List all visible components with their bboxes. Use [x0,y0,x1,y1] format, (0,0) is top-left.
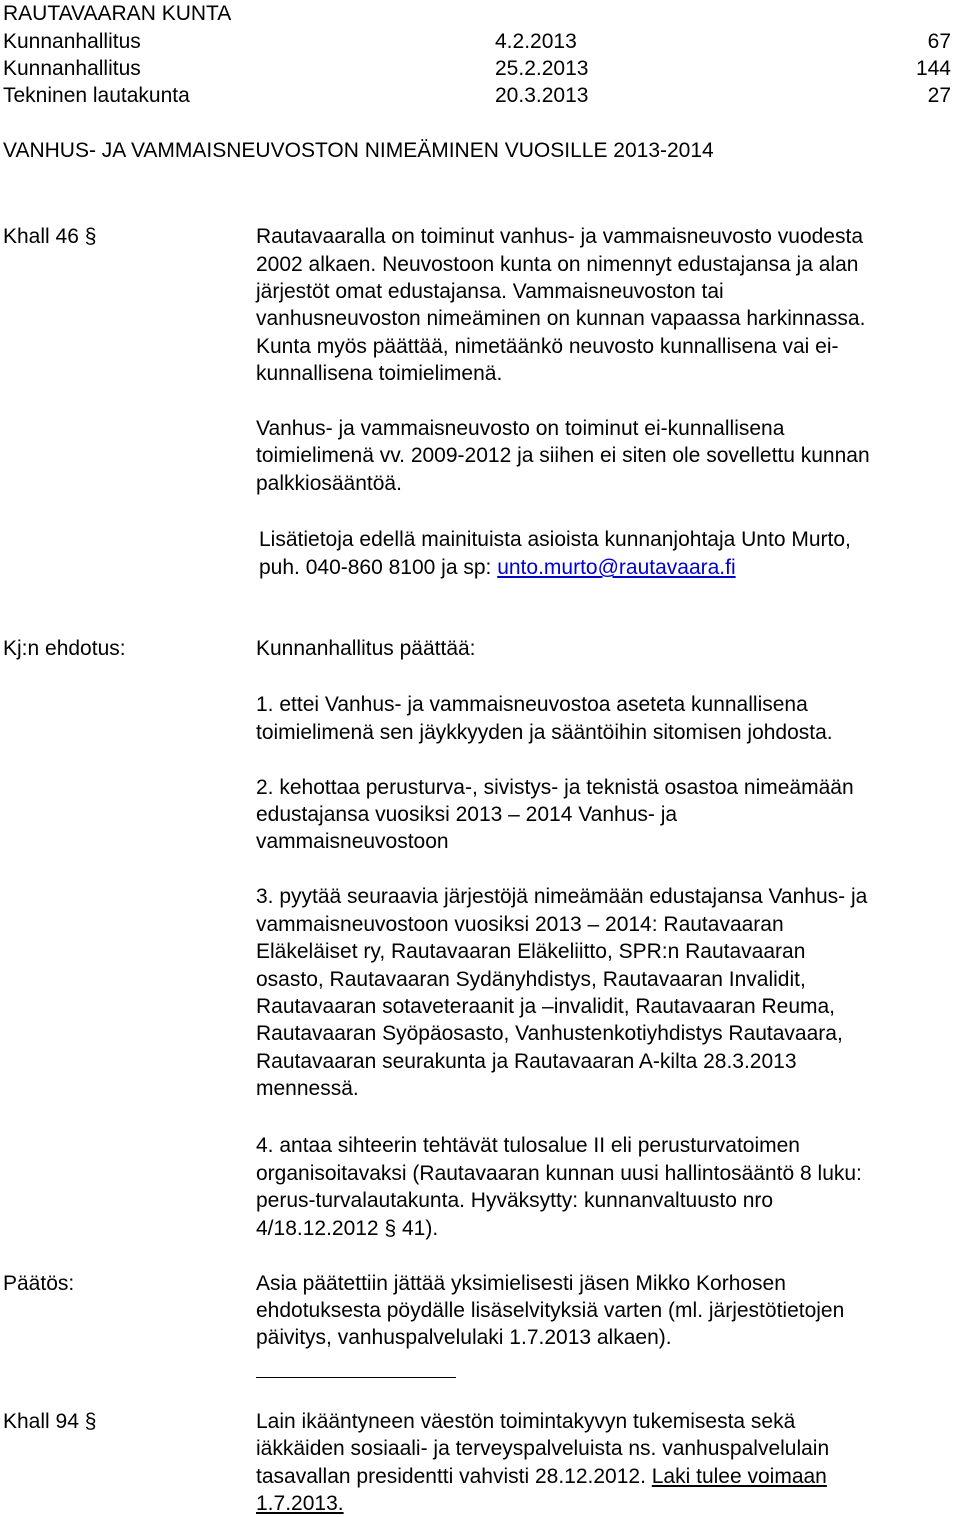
paragraph-line: iäkkäiden sosiaali- ja terveyspalveluista ns. vanhuspalvelulain [256,1437,830,1460]
org-name: RAUTAVAARAN KUNTA [3,2,232,25]
proposal-item-line: perus-turvalautakunta. Hyväksytty: kunnanvaltuusto nro [256,1189,774,1212]
proposal-item-line: organisoitavaksi (Rautavaaran kunnan uusi hallintosääntö 8 luku: [256,1162,862,1185]
meeting-section: 27 [927,84,951,107]
proposal-item-line: 4. antaa sihteerin tehtävät tulosalue II eli perusturvatoimen [256,1134,800,1157]
meeting-date: 4.2.2013 [495,30,577,53]
contact-line [259,555,736,581]
paragraph-line [256,1464,827,1490]
proposal-item-line: 3. pyytää seuraavia järjestöjä nimeämään edustajansa Vanhus- ja [256,885,868,908]
paragraph-line: toimielimenä vv. 2009-2012 ja siihen ei siten ole sovellettu kunnan [256,444,870,467]
proposal-item-line: 2. kehottaa perusturva-, sivistys- ja teknistä osastoa nimeämään [256,776,854,799]
meeting-body: Kunnanhallitus [3,30,141,53]
document-title: VANHUS- JA VAMMAISNEUVOSTON NIMEÄMINEN VUOSILLE 2013-2014 [3,139,714,162]
proposal-item-line: mennessä. [256,1077,359,1100]
proposal-item-line: vammaisneuvostoon [256,830,449,853]
paragraph-line: Lisätietoja edellä mainituista asioista kunnanjohtaja Unto Murto, [259,528,851,551]
proposal-item-line: edustajansa vuosiksi 2013 – 2014 Vanhus- ja [256,803,678,826]
law-effective-text: Laki tulee voimaan [651,1465,827,1488]
paragraph-line: Lain ikääntyneen väestön toimintakyvyn tukemisesta sekä [256,1410,796,1433]
law-text: tasavallan presidentti vahvisti 28.12.2012. [256,1465,652,1488]
section-label: Khall 46 § [3,225,97,248]
meeting-section: 67 [927,30,951,53]
proposal-item-line: Rautavaaran Syöpäosasto, Vanhustenkotiyhdistys Rautavaara, [256,1022,843,1045]
decision-line: Asia päätettiin jättää yksimielisesti jäsen Mikko Korhosen [256,1272,786,1295]
law-effective-date: 1.7.2013. [256,1492,344,1515]
proposal-item-line: Eläkeläiset ry, Rautavaaran Eläkeliitto, SPR:n Rautavaaran [256,940,806,963]
proposal-item-line: 1. ettei Vanhus- ja vammaisneuvostoa aseteta kunnallisena [256,693,808,716]
separator-line [256,1377,456,1378]
proposal-heading: Kunnanhallitus päättää: [256,637,476,660]
paragraph-line: Rautavaaralla on toiminut vanhus- ja vammaisneuvosto vuodesta [256,225,864,248]
contact-prefix: puh. 040-860 8100 ja sp: [259,556,498,579]
paragraph-line: palkkiosääntöä. [256,472,402,495]
decision-line: ehdotuksesta pöydälle lisäselvityksiä varten (ml. järjestötietojen [256,1299,845,1322]
decision-line: päivitys, vanhuspalvelulaki 1.7.2013 alkaen). [256,1326,672,1349]
paragraph-line: Vanhus- ja vammaisneuvosto on toiminut ei-kunnallisena [256,417,785,440]
meeting-body: Kunnanhallitus [3,57,141,80]
meeting-date: 20.3.2013 [495,84,589,107]
proposal-item-line: toimielimenä sen jäykkyyden ja sääntöihin sitomisen johdosta. [256,721,833,744]
section-label: Khall 94 § [3,1410,97,1433]
paragraph-line: kunnallisena toimielimenä. [256,362,503,385]
proposal-item-line: vammaisneuvostoon vuosiksi 2013 – 2014: Rautavaaran [256,913,784,936]
paragraph-line: 2002 alkaen. Neuvostoon kunta on nimennyt edustajansa ja alan [256,253,859,276]
paragraph-line [256,1491,344,1517]
proposal-item-line: Rautavaaran seurakunta ja Rautavaaran A-kilta 28.3.2013 [256,1050,797,1073]
meeting-date: 25.2.2013 [495,57,589,80]
email-link[interactable]: unto.murto@rautavaara.fi [497,556,736,579]
meeting-section: 144 [915,57,951,80]
proposal-label: Kj:n ehdotus: [3,637,126,660]
meeting-body: Tekninen lautakunta [3,84,190,107]
paragraph-line: järjestöt omat edustajansa. Vammaisneuvoston tai [256,280,724,303]
proposal-item-line: Rautavaaran sotaveteraanit ja –invalidit, Rautavaaran Reuma, [256,995,836,1018]
paragraph-line: vanhusneuvoston nimeäminen on kunnan vapaassa harkinnassa. [256,307,866,330]
decision-label: Päätös: [3,1272,75,1295]
proposal-item-line: 4/18.12.2012 § 41). [256,1217,439,1240]
paragraph-line: Kunta myös päättää, nimetäänkö neuvosto kunnallisena vai ei- [256,335,839,358]
proposal-item-line: osasto, Rautavaaran Sydänyhdistys, Rautavaaran Invalidit, [256,968,806,991]
